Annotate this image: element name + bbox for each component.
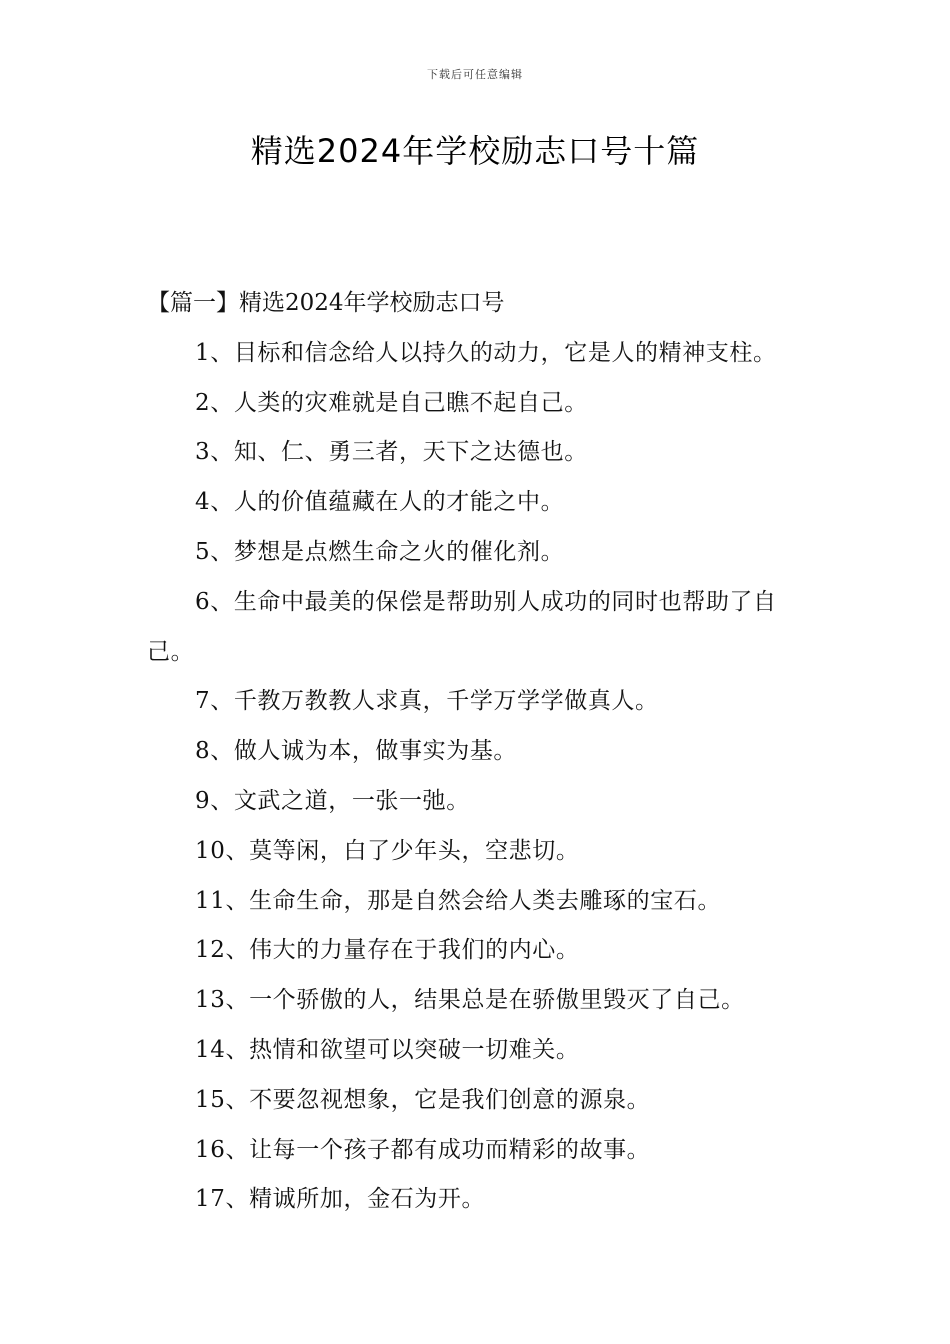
- list-item: 13、一个骄傲的人，结果总是在骄傲里毁灭了自己。: [195, 987, 745, 1014]
- list-item: 6、生命中最美的保偿是帮助别人成功的同时也帮助了自己。: [147, 588, 777, 665]
- list-item: 4、人的价值蕴藏在人的才能之中。: [195, 489, 565, 516]
- list-item: 10、莫等闲，白了少年头，空悲切。: [195, 837, 580, 864]
- document-body: [147, 279, 817, 1225]
- list-item: 1、目标和信念给人以持久的动力，它是人的精神支柱。: [195, 339, 777, 366]
- list-item: 2、人类的灾难就是自己瞧不起自己。: [195, 389, 588, 416]
- list-item: 12、伟大的力量存在于我们的内心。: [195, 937, 580, 964]
- list-item: 3、知、仁、勇三者，天下之达德也。: [195, 439, 588, 466]
- list-item: 5、梦想是点燃生命之火的催化剂。: [195, 538, 565, 565]
- list-item: 17、精诚所加，金石为开。: [195, 1186, 486, 1213]
- list-item: 11、生命生命，那是自然会给人类去雕琢的宝石。: [195, 887, 722, 914]
- list-item: 7、千教万教教人求真，千学万学学做真人。: [195, 688, 659, 715]
- list-item: 8、做人诚为本，做事实为基。: [195, 738, 518, 765]
- list-item: 15、不要忽视想象，它是我们创意的源泉。: [195, 1086, 651, 1113]
- slogan-list: [147, 329, 817, 1225]
- list-item: 9、文武之道，一张一弛。: [195, 787, 470, 814]
- header-note: 下载后可任意编辑: [427, 68, 523, 81]
- section-heading: 【篇一】精选2024年学校励志口号: [147, 290, 505, 316]
- list-item: 16、让每一个孩子都有成功而精彩的故事。: [195, 1136, 651, 1163]
- document-title: 精选2024年学校励志口号十篇: [250, 132, 700, 170]
- list-item: 14、热情和欲望可以突破一切难关。: [195, 1036, 580, 1063]
